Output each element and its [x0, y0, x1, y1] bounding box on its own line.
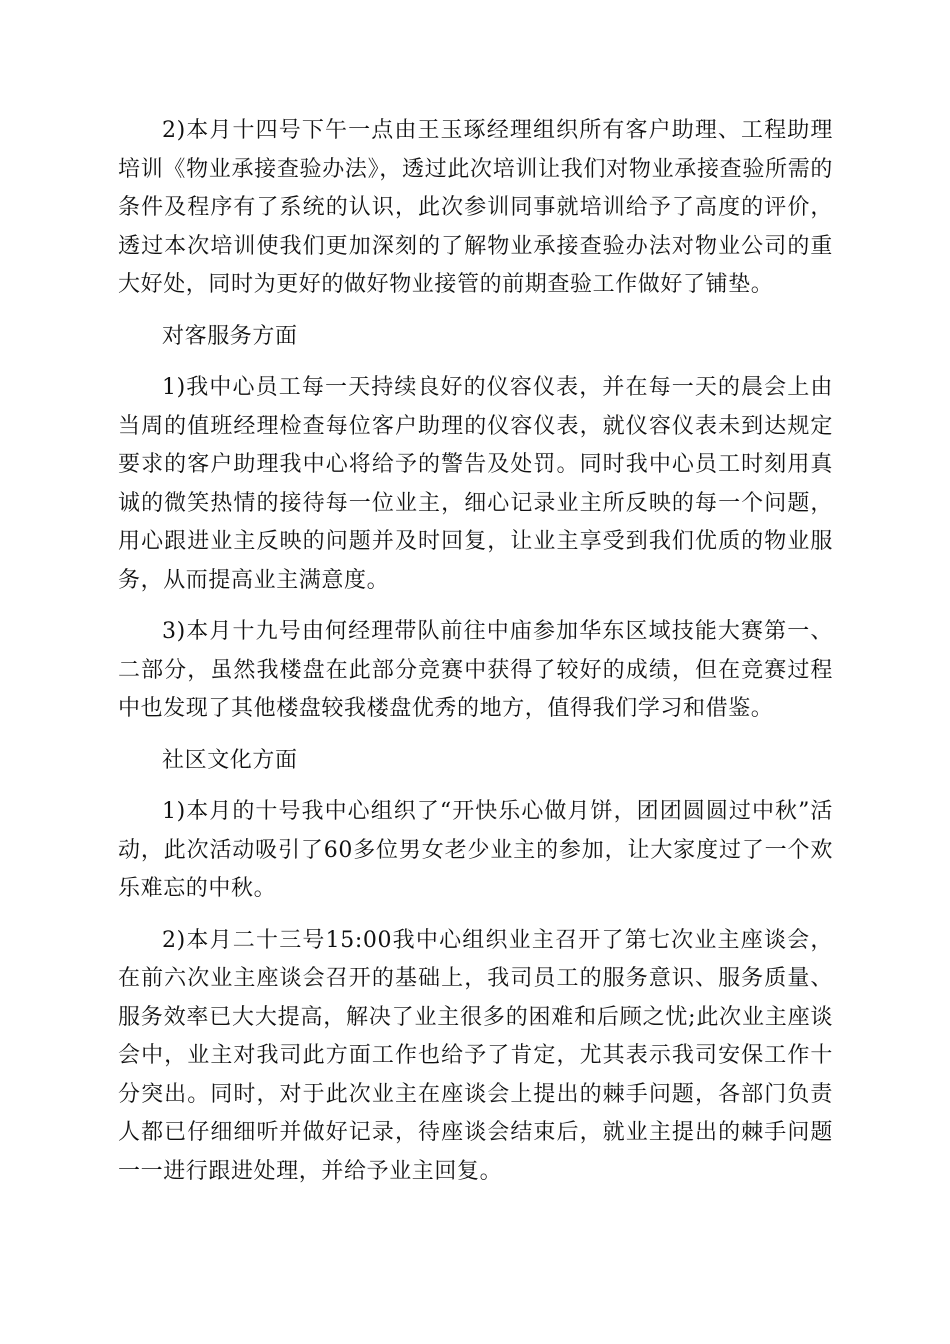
paragraph-skills-contest: 3)本月十九号由何经理带队前往中庙参加华东区域技能大赛第一、二部分，虽然我楼盘在此部分竞赛中获得了较好的成绩，但在竞赛过程中也发现了其他楼盘较我楼盘优秀的地方，值得我们学习和借鉴。	[118, 619, 833, 721]
section-heading-community-culture: 社区文化方面	[162, 747, 298, 773]
paragraph-appearance: 1)我中心员工每一天持续良好的仪容仪表，并在每一天的晨会上由当周的值班经理检查每位客户助理的仪容仪表，就仪容仪表未到达规定要求的客户助理我中心将给予的警告及处罚。同时我中心员工时刻用真诚的微笑热情的接待每一位业主，细心记录业主所反映的每一个问题，用心跟进业主反映的问题并及时回复，让业主享受到我们优质的物业服务，从而提高业主满意度。	[118, 375, 833, 593]
paragraph-owners-meeting: 2)本月二十三号15:00我中心组织业主召开了第七次业主座谈会，在前六次业主座谈会召开的基础上，我司员工的服务意识、服务质量、服务效率已大大提高，解决了业主很多的困难和后顾之忧;此次业主座谈会中，业主对我司此方面工作也给予了肯定，尤其表示我司安保工作十分突出。同时，对于此次业主在座谈会上提出的棘手问题，各部门负责人都已仔细细听并做好记录，待座谈会结束后，就业主提出的棘手问题一一进行跟进处理，并给予业主回复。	[118, 927, 833, 1184]
paragraph-training: 2)本月十四号下午一点由王玉琢经理组织所有客户助理、工程助理培训《物业承接查验办法》，透过此次培训让我们对物业承接查验所需的条件及程序有了系统的认识，此次参训同事就培训给予了高度的评价，透过本次培训使我们更加深刻的了解物业承接查验办法对物业公司的重大好处，同时为更好的做好物业接管的前期查验工作做好了铺垫。	[118, 118, 833, 297]
document-body	[118, 112, 833, 1204]
section-heading-customer-service: 对客服务方面	[162, 323, 298, 349]
paragraph-mid-autumn-event: 1)本月的十号我中心组织了“开快乐心做月饼，团团圆圆过中秋”活动，此次活动吸引了60多位男女老少业主的参加，让大家度过了一个欢乐难忘的中秋。	[118, 799, 833, 901]
